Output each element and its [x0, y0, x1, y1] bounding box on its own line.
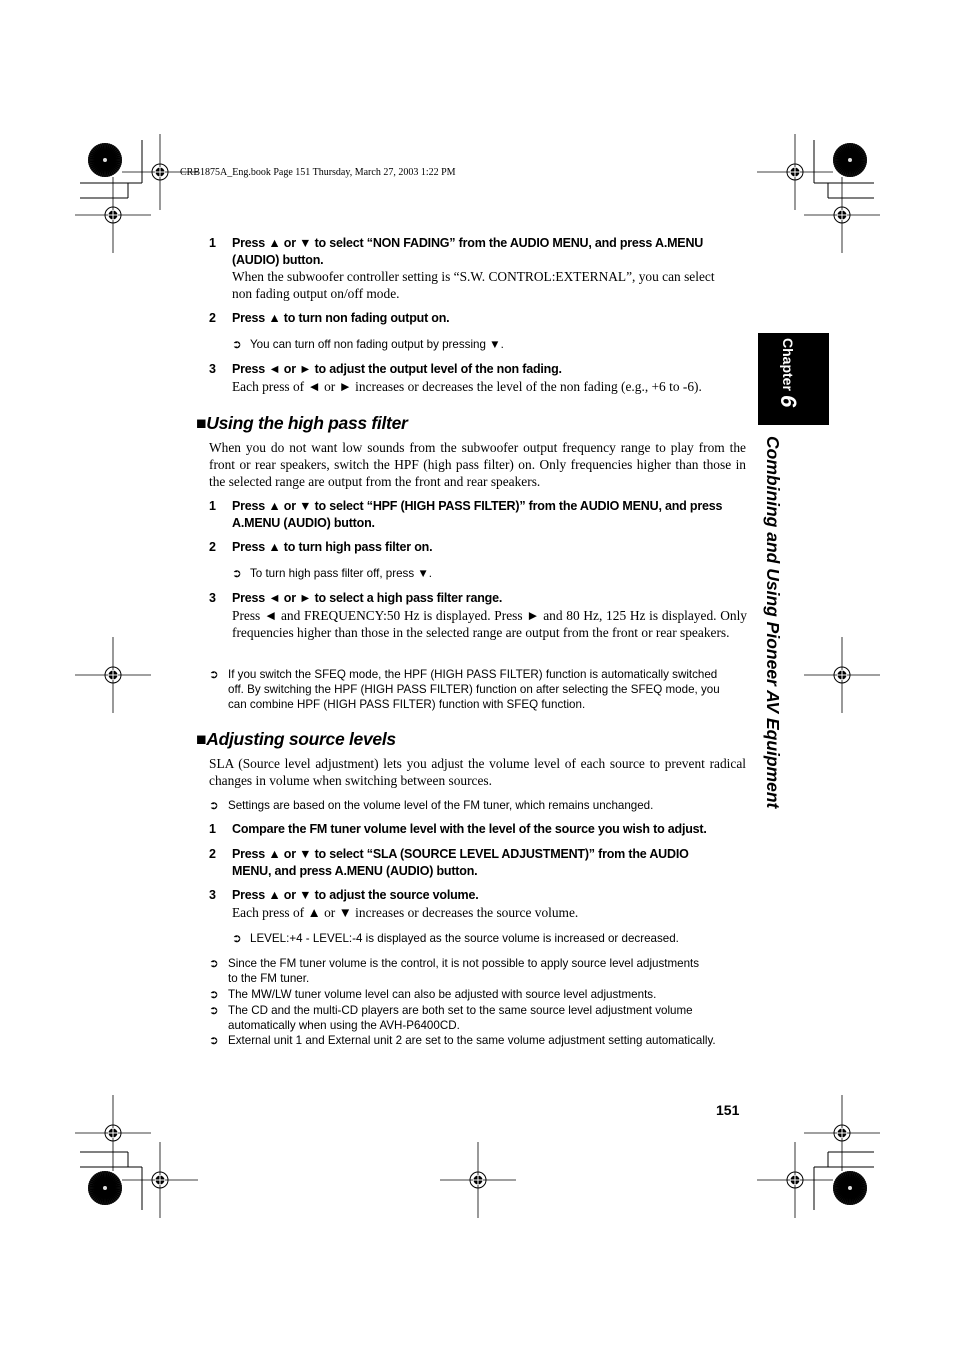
note: ➲ Settings are based on the volume level of the FM tuner, which remains unchanged. [209, 799, 654, 812]
step-number: 2 [209, 540, 216, 554]
step-number: 1 [209, 499, 216, 513]
step-text: Press ▲ or ▼ to select “SLA (SOURCE LEVEL ADJUSTMENT)” from the AUDIO MENU, and press A.MENU (AUDIO) button. [232, 847, 689, 878]
registration-mark [804, 177, 880, 253]
step-number: 2 [209, 311, 216, 325]
step-text: Press ▲ or ▼ to select “NON FADING” from the AUDIO MENU, and press A.MENU (AUDIO) button. [232, 236, 704, 267]
note: ➲ To turn high pass filter off, press ▼. [232, 567, 433, 580]
registration-mark [440, 1142, 516, 1218]
section-heading: ■Adjusting source levels [196, 729, 396, 749]
note: ➲ The MW/LW tuner volume level can also be adjusted with source level adjustments. [209, 988, 657, 1001]
step-number: 1 [209, 822, 216, 836]
paragraph: SLA (Source level adjustment) lets you adjust the volume level of each source to prevent radical changes in volume when switching between sources. [209, 756, 746, 788]
step-text: Press ▲ to turn non fading output on. [232, 311, 450, 325]
step-text: Press ◄ or ► to select a high pass filter range. [232, 591, 503, 605]
registration-mark [75, 177, 151, 253]
starburst-mark [88, 1171, 122, 1205]
section-heading: ■Using the high pass filter [196, 413, 408, 433]
step-number: 3 [209, 362, 216, 376]
registration-mark [804, 637, 880, 713]
registration-mark [75, 637, 151, 713]
step-text: Press ▲ to turn high pass filter on. [232, 540, 433, 554]
note: ➲ External unit 1 and External unit 2 are set to the same volume adjustment setting automatically. [209, 1034, 716, 1047]
step-number: 3 [209, 888, 216, 902]
registration-mark [122, 1142, 198, 1218]
chapter-label: Chapter6 [776, 338, 801, 408]
step-text: Press ▲ or ▼ to select “HPF (HIGH PASS FILTER)” from the AUDIO MENU, and press A.MENU (AUDIO) button. [232, 499, 723, 530]
chapter-title: Combining and Using Pioneer AV Equipment [763, 436, 783, 809]
step-desc: Each press of ▲ or ▼ increases or decreases the source volume. [232, 905, 579, 920]
registration-mark [75, 1095, 151, 1171]
step-text: Press ▲ or ▼ to adjust the source volume. [232, 888, 479, 902]
starburst-mark [88, 143, 122, 177]
step-number: 3 [209, 591, 216, 605]
step-number: 1 [209, 236, 216, 250]
step-number: 2 [209, 847, 216, 861]
step-desc: Press ◄ and FREQUENCY:50 Hz is displayed. Press ► and 80 Hz, 125 Hz is displayed. Only frequencies higher than those in the selected range are output from the front or rear speakers. [232, 608, 747, 640]
step-text: Compare the FM tuner volume level with the level of the source you wish to adjust. [232, 822, 707, 836]
registration-mark [757, 134, 833, 210]
note: ➲ The CD and the multi-CD players are both set to the same source level adjustment volume automatically when using the AVH-P6400CD. [209, 1004, 693, 1032]
starburst-mark [833, 1171, 867, 1205]
note: ➲ LEVEL:+4 - LEVEL:-4 is displayed as the source volume is increased or decreased. [232, 932, 679, 945]
note: ➲ Since the FM tuner volume is the control, it is not possible to apply source level adjustments to the FM tuner. [209, 957, 700, 985]
note: ➲ You can turn off non fading output by pressing ▼. [232, 338, 504, 351]
print-header: CRB1875A_Eng.book Page 151 Thursday, March 27, 2003 1:22 PM [180, 167, 456, 178]
step-desc: Each press of ◄ or ► increases or decreases the level of the non fading (e.g., +6 to -6). [232, 379, 702, 394]
registration-mark [757, 1142, 833, 1218]
step-text: Press ◄ or ► to adjust the output level of the non fading. [232, 362, 562, 376]
paragraph: When you do not want low sounds from the subwoofer output frequency range to play from the front or rear speakers, switch the HPF (high pass filter) on. Only frequencies higher than those in the selected range are output from the front and rear speakers. [209, 440, 746, 489]
page-number: 151 [716, 1102, 740, 1118]
registration-mark [804, 1095, 880, 1171]
starburst-mark [833, 143, 867, 177]
note: ➲ If you switch the SFEQ mode, the HPF (HIGH PASS FILTER) function is automatically switched off. By switching the HPF (HIGH PASS FILTER) function on after selecting the SFEQ mode, you can combine HPF (HIGH PASS FILTER) function with SFEQ function. [209, 668, 720, 711]
step-desc: When the subwoofer controller setting is “S.W. CONTROL:EXTERNAL”, you can select non fading output on/off mode. [232, 269, 715, 301]
